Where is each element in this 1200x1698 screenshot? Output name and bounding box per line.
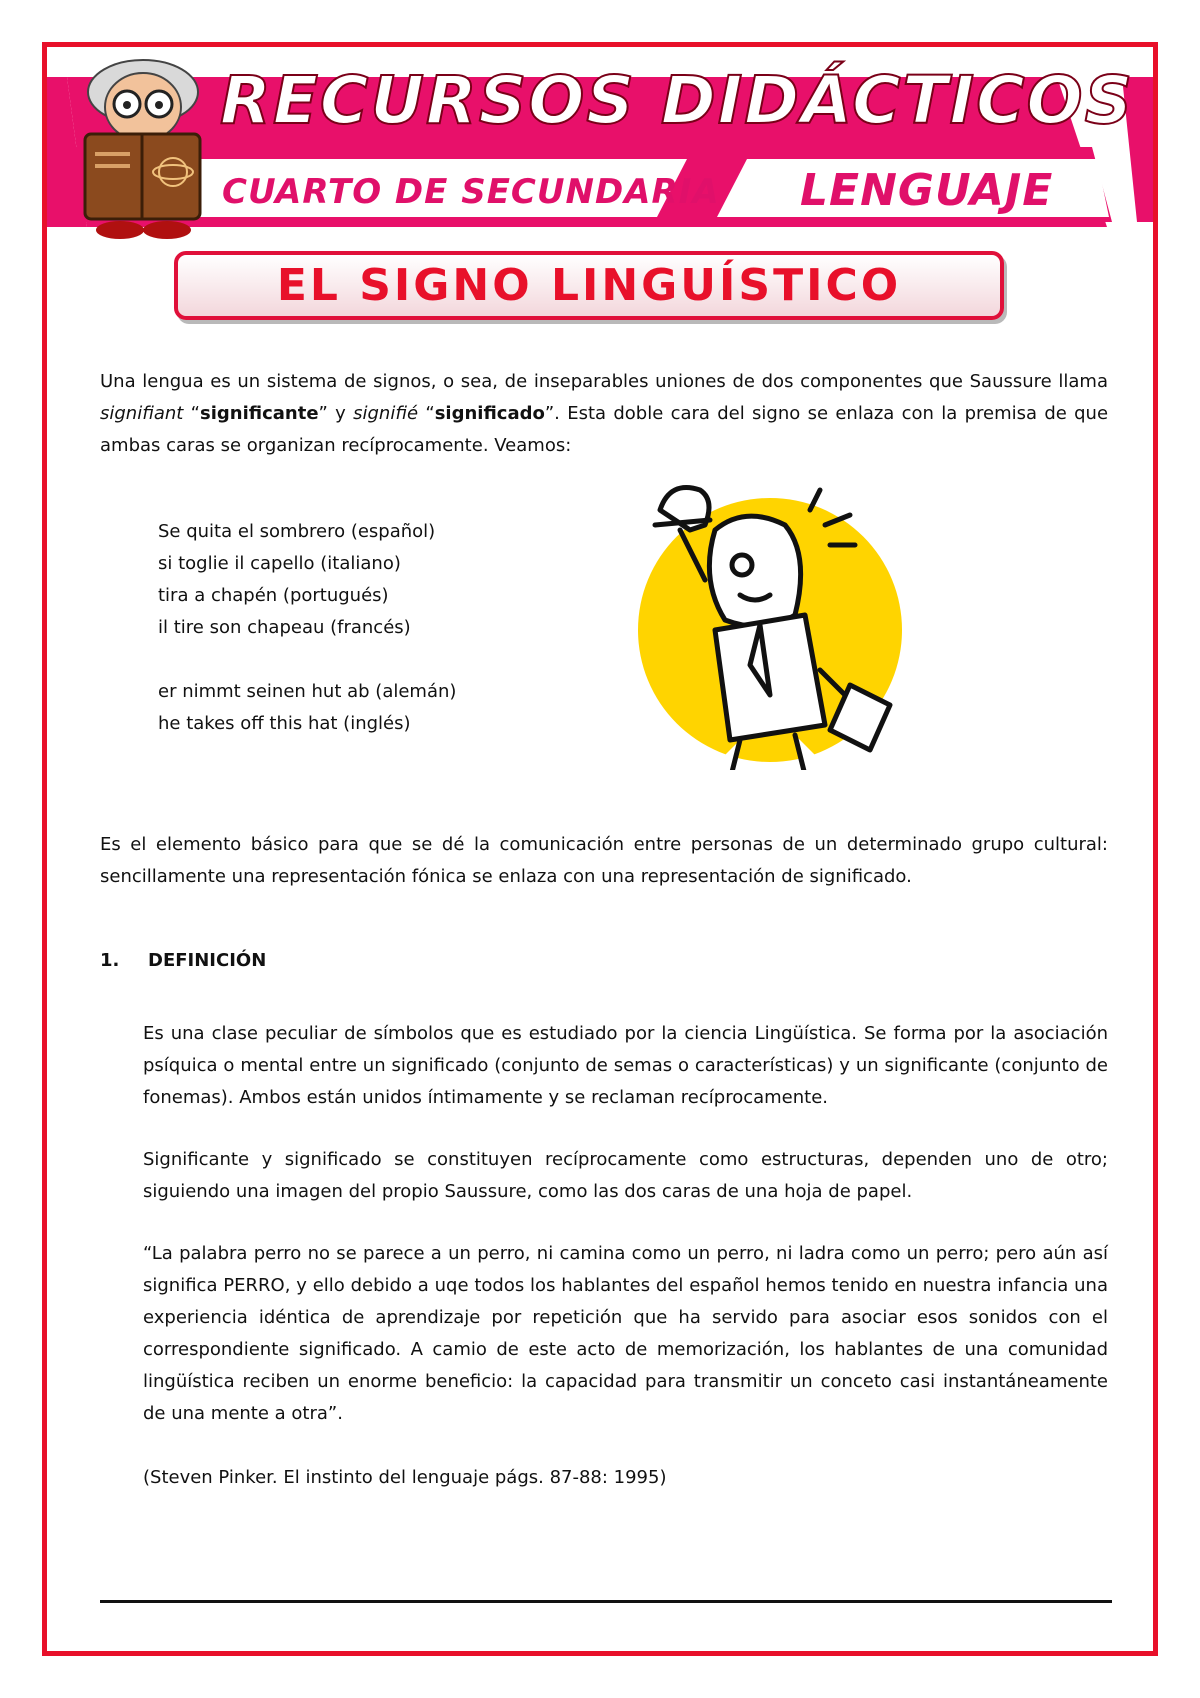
- professor-reading-book-icon: [55, 52, 230, 242]
- intro-paragraph: [100, 366, 1108, 462]
- intro-text: “: [418, 403, 435, 424]
- banner-title: RECURSOS DIDÁCTICOS: [220, 62, 1135, 139]
- intro-text: ”. Esta doble cara del signo se enlaza con la premisa de que ambas caras se organizan recíprocamente. Veamos:: [100, 403, 1109, 456]
- example-spacer: [158, 644, 456, 676]
- example-line: er nimmt seinen hut ab (alemán): [158, 681, 457, 702]
- intro-term-signifiant: signifiant: [100, 403, 184, 424]
- example-line: Se quita el sombrero (español): [158, 521, 436, 542]
- citation: (Steven Pinker. El instinto del lenguaje págs. 87-88: 1995): [143, 1467, 667, 1488]
- definition-paragraph-1: Es una clase peculiar de símbolos que es estudiado por la ciencia Lingüística. Se forma por la asociación psíquica o mental entre un significado (conjunto de semas o características) y un significante (conjunto de fonemas). Ambos están unidos íntimamente y se reclaman recíprocamente.: [143, 1023, 1108, 1108]
- intro-term-signifie: signifié: [353, 403, 419, 424]
- intro-term-significado: significado: [434, 403, 545, 424]
- examples-list: [158, 516, 456, 740]
- section-number: 1.: [100, 950, 120, 971]
- bottom-divider: [100, 1600, 1112, 1603]
- intro-text: ” y: [318, 403, 354, 424]
- intro-term-significante: significante: [199, 403, 319, 424]
- section-heading: [100, 950, 266, 971]
- subject-label: LENGUAJE: [800, 165, 1054, 216]
- grade-label: CUARTO DE SECUNDARIA: [222, 172, 720, 212]
- man-tipping-hat-icon: [620, 470, 920, 770]
- example-line: si toglie il capello (italiano): [158, 553, 401, 574]
- document-title: EL SIGNO LINGUÍSTICO: [276, 260, 902, 311]
- definition-paragraph-2: Significante y significado se constituyen recíprocamente como estructuras, dependen uno de otro; siguiendo una imagen del propio Saussure, como las dos caras de una hoja de papel.: [143, 1149, 1108, 1202]
- basic-element-paragraph: Es el elemento básico para que se dé la comunicación entre personas de un determinado grupo cultural: sencillamente una representación fónica se enlaza con una representación de significado.: [100, 834, 1108, 887]
- intro-text: “: [183, 403, 200, 424]
- example-line: tira a chapén (portugués): [158, 585, 389, 606]
- intro-text: Una lengua es un sistema de signos, o sea, de inseparables uniones de dos componentes que Saussure llama: [100, 371, 1108, 392]
- section-title: DEFINICIÓN: [148, 950, 267, 971]
- example-line: he takes off this hat (inglés): [158, 713, 411, 734]
- pinker-quote: “La palabra perro no se parece a un perro, ni camina como un perro, ni ladra como un perro; pero aún así significa PERRO, y ello debido a uqe todos los hablantes del español hemos tenido en nuestra infancia una experiencia idéntica de aprendizaje por repetición que ha servido para asociar esos sonidos con el correspondiente significado. A camio de este acto de memorización, los hablantes de una comunidad lingüística reciben un enorme beneficio: la capacidad para transmitir un conceto casi instantáneamente de una mente a otra”.: [143, 1243, 1108, 1424]
- document-title-box: [174, 251, 1004, 320]
- example-line: il tire son chapeau (francés): [158, 617, 411, 638]
